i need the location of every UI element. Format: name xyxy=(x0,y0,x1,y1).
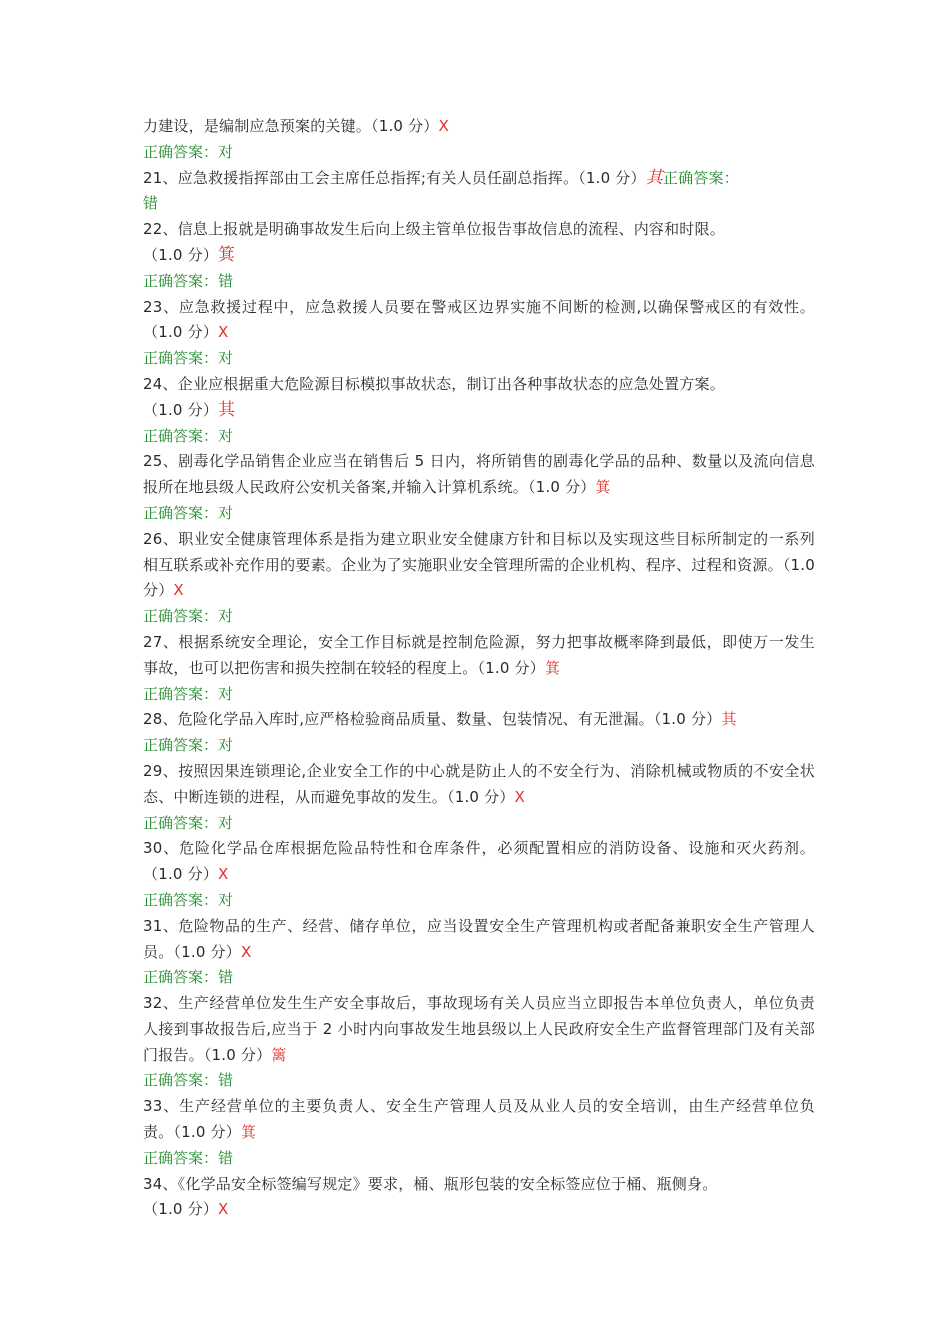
wrong-mark: 箕 xyxy=(595,478,611,497)
wrong-mark: 箕 xyxy=(544,658,561,677)
wrong-mark: X xyxy=(514,787,526,806)
question-31: 31、危险物品的生产、经营、储存单位，应当设置安全生产管理机构或者配备兼职安全生产管理人员。（1.0 分）X xyxy=(143,916,815,961)
question-20-tail: 力建设，是编制应急预案的关键。（1.0 分）X xyxy=(143,117,450,135)
correct-answer: 正确答案：对 xyxy=(143,813,234,832)
question-32: 32、生产经营单位发生生产安全事故后，事故现场有关人员应当立即报告本单位负责人，单位负责人接到事故报告后,应当于 2 小时内向事故发生地县级以上人民政府安全生产监督管理部门及有关部门报告。（1.0 分）篱 xyxy=(143,994,815,1064)
correct-answer: 正确答案：对 xyxy=(143,736,234,755)
wrong-mark: 其 xyxy=(218,399,236,420)
wrong-mark: X xyxy=(240,942,252,961)
wrong-mark: 篱 xyxy=(271,1045,287,1064)
correct-answer: 正确答案：错 xyxy=(143,271,234,290)
wrong-mark: X xyxy=(218,1200,229,1219)
wrong-mark: 其 xyxy=(721,710,737,729)
document-page xyxy=(143,114,815,1223)
correct-answer: 正确答案：对 xyxy=(143,503,234,522)
question-30: 30、危险化学品仓库根据危险品特性和仓库条件，必须配置相应的消防设备、设施和灭火药剂。（1.0 分）X xyxy=(143,839,815,884)
question-27: 27、根据系统安全理论，安全工作目标就是控制危险源，努力把事故概率降到最低，即使万一发生事故，也可以把伤害和损失控制在较轻的程度上。（1.0 分）箕 xyxy=(143,632,815,677)
question-24: 24、企业应根据重大危险源目标模拟事故状态，制订出各种事故状态的应急处置方案。 （1.0 分）其 xyxy=(143,374,725,420)
question-25: 25、剧毒化学品销售企业应当在销售后 5 日内，将所销售的剧毒化学品的品种、数量以及流向信息报所在地县级人民政府公安机关备案,并输入计算机系统。（1.0 分）箕 xyxy=(143,452,815,497)
correct-answer: 错 xyxy=(143,194,159,213)
wrong-mark: X xyxy=(438,117,450,135)
wrong-mark: 箕 xyxy=(240,1123,257,1142)
question-21: 21、应急救援指挥部由工会主席任总指挥;有关人员任副总指挥。（1.0 分）其正确答案： xyxy=(143,167,739,188)
wrong-mark: 箕 xyxy=(218,244,236,265)
correct-answer: 正确答案：错 xyxy=(143,968,234,987)
wrong-mark: 其 xyxy=(645,167,663,188)
correct-answer: 正确答案：对 xyxy=(143,890,234,909)
wrong-mark: X xyxy=(218,323,229,342)
wrong-mark: X xyxy=(218,865,229,884)
correct-answer: 正确答案：对 xyxy=(143,426,234,445)
correct-answer-label: 正确答案： xyxy=(662,168,739,187)
correct-answer: 正确答案：对 xyxy=(143,684,234,703)
question-29: 29、按照因果连锁理论,企业安全工作的中心就是防止人的不安全行为、消除机械或物质的不安全状态、中断连锁的进程，从而避免事故的发生。（1.0 分）X xyxy=(143,761,815,806)
question-28: 28、危险化学品入库时,应严格检验商品质量、数量、包装情况、有无泄漏。（1.0 分）其 xyxy=(143,710,737,729)
question-33: 33、生产经营单位的主要负责人、安全生产管理人员及从业人员的安全培训，由生产经营单位负责。（1.0 分）箕 xyxy=(143,1097,815,1142)
correct-answer: 正确答案：对 xyxy=(143,142,234,161)
wrong-mark: X xyxy=(173,581,184,600)
correct-answer: 正确答案：错 xyxy=(143,1071,234,1090)
correct-answer: 正确答案：对 xyxy=(143,607,234,626)
question-22: 22、信息上报就是明确事故发生后向上级主管单位报告事故信息的流程、内容和时限。 （1.0 分）箕 xyxy=(143,220,725,265)
correct-answer: 正确答案：对 xyxy=(143,349,234,368)
correct-answer: 正确答案：错 xyxy=(143,1148,234,1167)
question-26: 26、职业安全健康管理体系是指为建立职业安全健康方针和目标以及实现这些目标所制定的一系列相互联系或补充作用的要素。企业为了实施职业安全管理所需的企业机构、程序、过程和资源。（1.0 分）X xyxy=(143,529,816,600)
question-23: 23、应急救援过程中，应急救援人员要在警戒区边界实施不间断的检测,以确保警戒区的有效性。（1.0 分）X xyxy=(143,297,815,342)
question-34: 34、《化学品安全标签编写规定》要求，桶、瓶形包装的安全标签应位于桶、瓶侧身。 （1.0 分）X xyxy=(143,1174,718,1219)
